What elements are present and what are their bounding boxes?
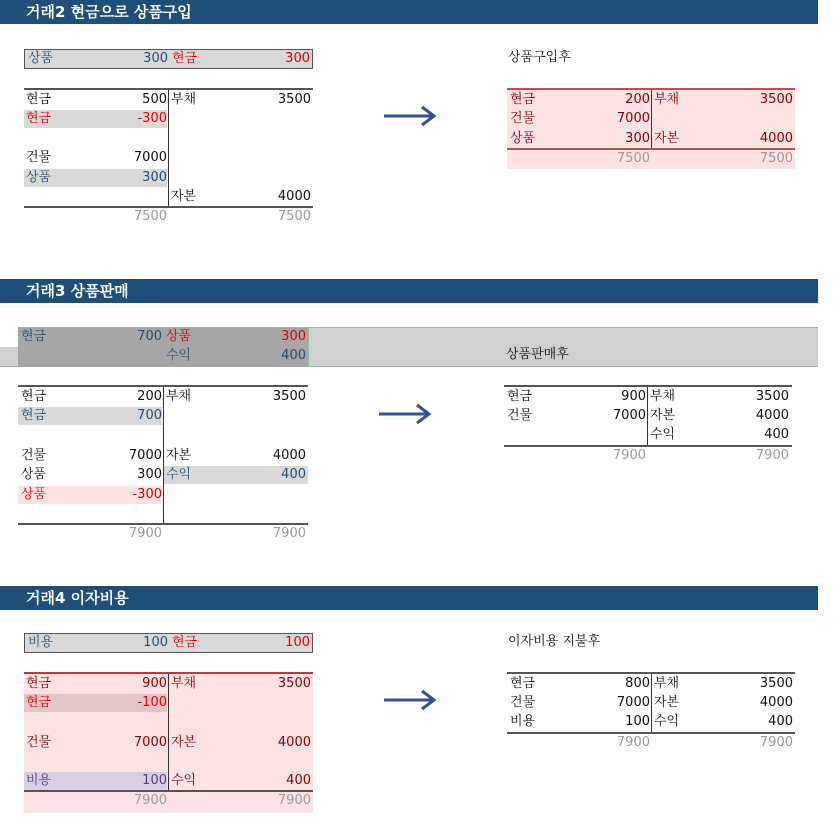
capital-value: 4000	[272, 448, 306, 463]
cash-value: 200	[625, 92, 650, 107]
section-title: 거래2 현금으로 상품구입	[0, 0, 818, 24]
goods-value: 300	[137, 467, 162, 482]
credit2-label: 수익	[166, 348, 192, 363]
credit-label: 상품	[166, 329, 192, 344]
capital-value: 4000	[755, 408, 789, 423]
building-value: 7000	[612, 408, 646, 423]
building-value: 7000	[133, 150, 167, 165]
debt-value: 3500	[755, 389, 789, 404]
total-left: 7900	[612, 448, 646, 463]
debt-label: 부채	[654, 92, 680, 107]
debit-label: 현금	[21, 329, 47, 344]
total-right: 7900	[759, 735, 793, 750]
cash-minus-value: -100	[137, 695, 167, 710]
debt-value: 3500	[277, 676, 311, 691]
goods-minus-value: -300	[132, 487, 162, 502]
debt-label: 부채	[166, 389, 192, 404]
capital-value: 4000	[277, 735, 311, 750]
total-left: 7900	[616, 735, 650, 750]
total-left: 7500	[616, 151, 650, 166]
debit-value: 100	[143, 635, 168, 650]
building-label: 건물	[26, 150, 52, 165]
debt-label: 부채	[650, 389, 676, 404]
total-right: 7900	[755, 448, 789, 463]
revenue-label: 수익	[171, 773, 197, 788]
revenue-value: 400	[286, 773, 311, 788]
total-right: 7500	[277, 209, 311, 224]
capital-label: 자본	[654, 695, 680, 710]
capital-label: 자본	[166, 448, 192, 463]
cash-value: 500	[142, 92, 167, 107]
goods-label: 상품	[510, 131, 536, 146]
building-value: 7000	[616, 111, 650, 126]
expense-value: 100	[142, 773, 167, 788]
cash-label: 현금	[510, 92, 536, 107]
cash-plus-label: 현금	[21, 408, 47, 423]
building-label: 건물	[26, 735, 52, 750]
after-title: 이자비용 지불후	[508, 634, 601, 649]
section-title: 거래3 상품판매	[0, 279, 818, 303]
debit-value: 300	[143, 51, 168, 66]
expense-label: 비용	[26, 773, 52, 788]
cash-value: 200	[137, 389, 162, 404]
debt-label: 부채	[171, 676, 197, 691]
debt-value: 3500	[759, 676, 793, 691]
total-right: 7900	[277, 793, 311, 808]
revenue-value: 400	[764, 427, 789, 442]
after-title: 상품구입후	[508, 50, 571, 65]
building-label: 건물	[510, 111, 536, 126]
building-value: 7000	[616, 695, 650, 710]
cash-plus-value: 700	[137, 408, 162, 423]
building-label: 건물	[507, 408, 533, 423]
arrow-right-icon	[377, 402, 433, 426]
building-value: 7000	[128, 448, 162, 463]
total-left: 7900	[128, 526, 162, 541]
journal-entry	[24, 633, 313, 653]
cash-label: 현금	[510, 676, 536, 691]
credit-value: 300	[281, 329, 306, 344]
goods-minus-label: 상품	[21, 487, 47, 502]
cash-value: 900	[142, 676, 167, 691]
debt-label: 부채	[654, 676, 680, 691]
journal-entry	[24, 49, 313, 69]
building-label: 건물	[21, 448, 47, 463]
debt-value: 3500	[759, 92, 793, 107]
capital-value: 4000	[759, 695, 793, 710]
capital-value: 4000	[759, 131, 793, 146]
cash-value: 900	[621, 389, 646, 404]
credit-label: 현금	[172, 51, 198, 66]
total-left: 7500	[133, 209, 167, 224]
debt-value: 3500	[272, 389, 306, 404]
total-left: 7900	[133, 793, 167, 808]
cash-minus-label: 현금	[26, 111, 52, 126]
section-title: 거래4 이자비용	[0, 586, 818, 610]
credit-value: 300	[285, 51, 310, 66]
goods-value: 300	[625, 131, 650, 146]
revenue-value: 400	[281, 467, 306, 482]
building-value: 7000	[133, 735, 167, 750]
capital-label: 자본	[654, 131, 680, 146]
credit-label: 현금	[172, 635, 198, 650]
capital-value: 4000	[277, 189, 311, 204]
expense-label: 비용	[510, 714, 536, 729]
cash-label: 현금	[26, 676, 52, 691]
capital-label: 자본	[171, 735, 197, 750]
cash-label: 현금	[26, 92, 52, 107]
goods-label: 상품	[21, 467, 47, 482]
cash-label: 현금	[507, 389, 533, 404]
debt-value: 3500	[277, 92, 311, 107]
cash-value: 800	[625, 676, 650, 691]
goods-value: 300	[142, 170, 167, 185]
debit-label: 상품	[28, 51, 54, 66]
debt-label: 부채	[171, 92, 197, 107]
revenue-label: 수익	[650, 427, 676, 442]
cash-minus-value: -300	[137, 111, 167, 126]
total-right: 7500	[759, 151, 793, 166]
building-label: 건물	[510, 695, 536, 710]
goods-label: 상품	[26, 170, 52, 185]
capital-label: 자본	[650, 408, 676, 423]
debit-label: 비용	[28, 635, 54, 650]
debit-value: 700	[137, 329, 162, 344]
revenue-label: 수익	[166, 467, 192, 482]
arrow-right-icon	[382, 104, 438, 128]
arrow-right-icon	[382, 688, 438, 712]
credit2-value: 400	[281, 348, 306, 363]
after-title: 상품판매후	[506, 347, 569, 362]
cash-label: 현금	[21, 389, 47, 404]
capital-label: 자본	[171, 189, 197, 204]
credit-value: 100	[285, 635, 310, 650]
expense-value: 100	[625, 714, 650, 729]
cash-minus-label: 현금	[26, 695, 52, 710]
revenue-value: 400	[768, 714, 793, 729]
total-right: 7900	[272, 526, 306, 541]
revenue-label: 수익	[654, 714, 680, 729]
